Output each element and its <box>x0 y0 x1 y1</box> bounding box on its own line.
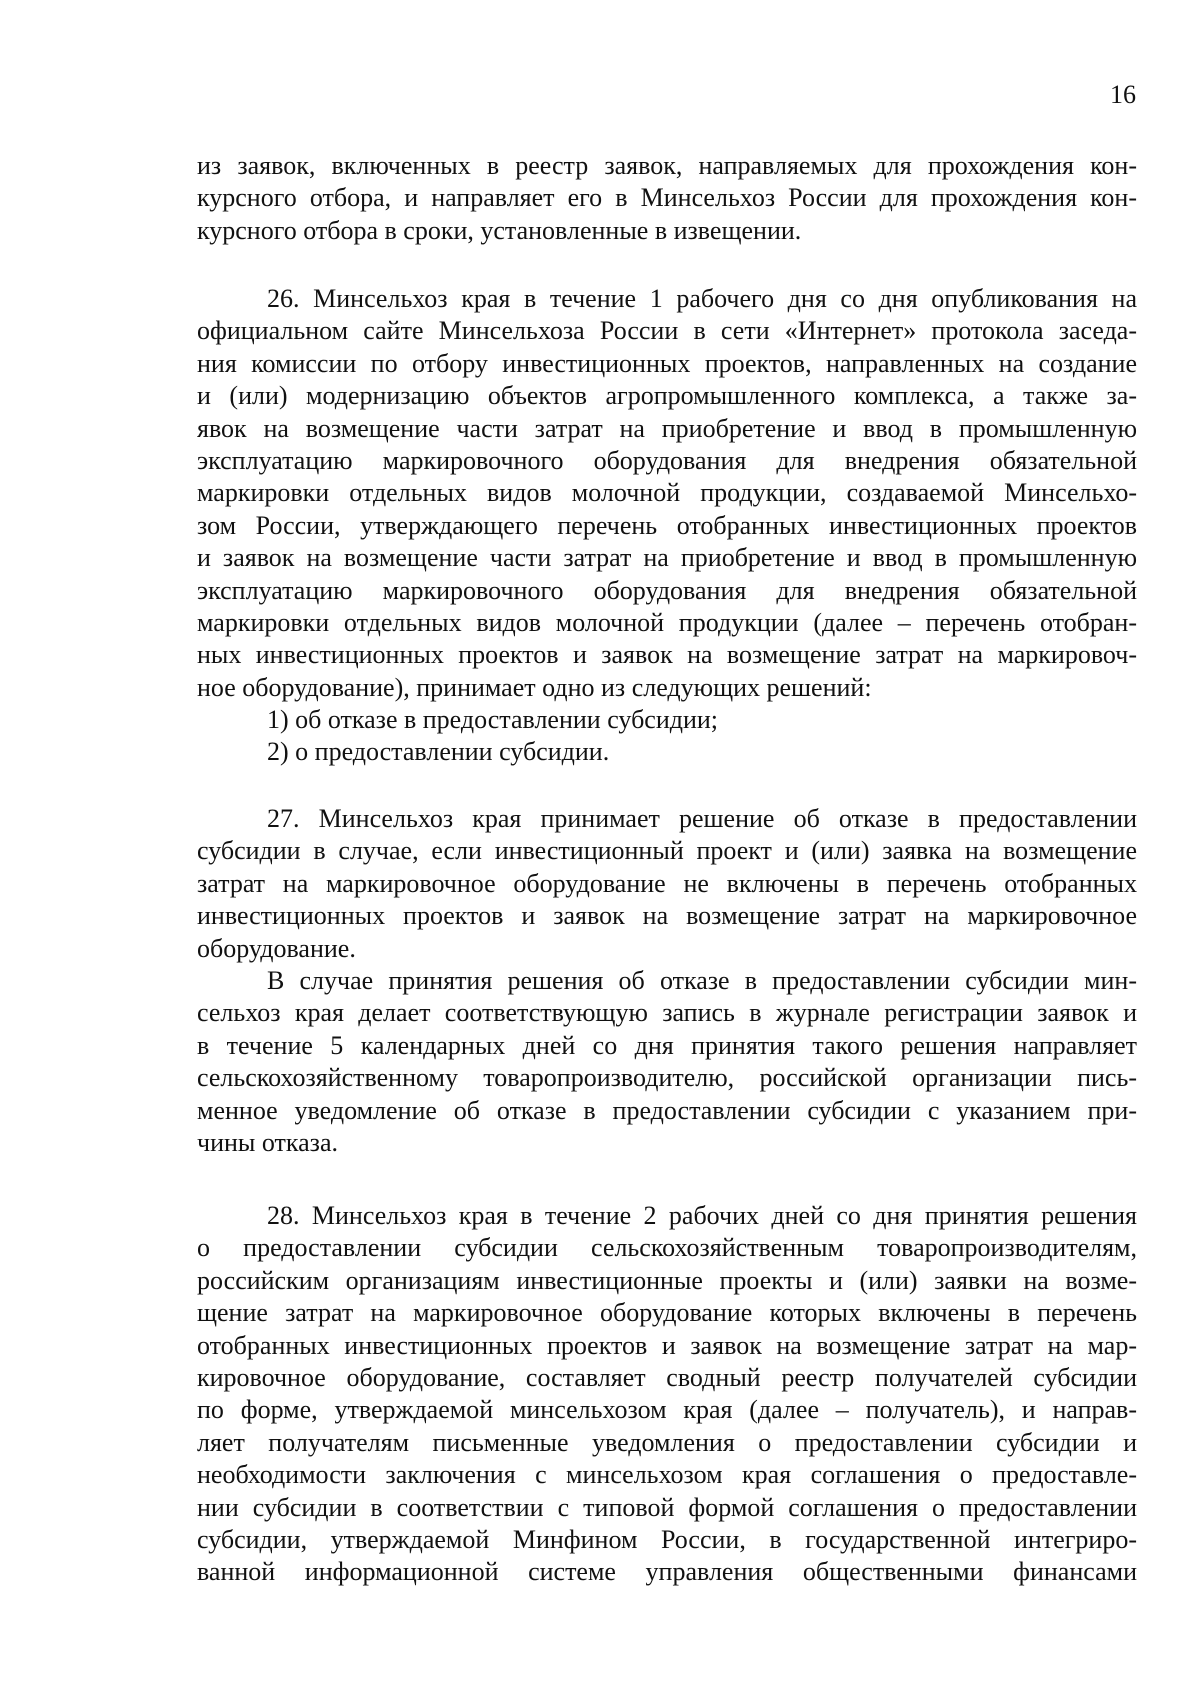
text-line: менное уведомление об отказе в предоставлении субсидии с указанием при- <box>197 1095 1137 1125</box>
text-line: ляет получателям письменные уведомления о предоставлении субсидии и <box>197 1427 1137 1457</box>
text-line: щение затрат на маркировочное оборудование которых включены в перечень <box>197 1298 1137 1328</box>
text-line: субсидии, утверждаемой Минфином России, в государственной интегриро- <box>197 1524 1137 1554</box>
paragraph-28 <box>197 1200 1137 1589</box>
text-line: кировочное оборудование, составляет сводный реестр получателей субсидии <box>197 1362 1137 1392</box>
text-line: 28. Минсельхоз края в течение 2 рабочих дней со дня принятия решения <box>267 1201 1137 1230</box>
text-line: В случае принятия решения об отказе в предоставлении субсидии мин- <box>267 965 1137 995</box>
paragraph-continuation <box>197 150 1137 247</box>
paragraph-26 <box>197 283 1137 769</box>
text-line: затрат на маркировочное оборудование не включены в перечень отобранных <box>197 868 1137 898</box>
text-line: маркировки отдельных видов молочной продукции, создаваемой Минсельхо- <box>197 478 1137 508</box>
text-line: официальном сайте Минсельхоза России в сети «Интернет» протокола заседа- <box>197 316 1137 346</box>
text-line: маркировки отдельных видов молочной продукции (далее – перечень отобран- <box>197 607 1137 637</box>
page-number: 16 <box>1110 80 1136 109</box>
text-line: курсного отбора, и направляет его в Минсельхоз России для прохождения кон- <box>197 183 1137 213</box>
text-line: эксплуатацию маркировочного оборудования для внедрения обязательной <box>197 445 1137 475</box>
text-line: отобранных инвестиционных проектов и заявок на возмещение затрат на мар- <box>197 1330 1137 1360</box>
text-line: 27. Минсельхоз края принимает решение об отказе в предоставлении <box>267 804 1137 833</box>
text-line: курсного отбора в сроки, установленные в извещении. <box>197 215 802 245</box>
text-line: в течение 5 календарных дней со дня принятия такого решения направляет <box>197 1030 1137 1060</box>
text-line: ванной информационной системе управления общественными финансами <box>197 1557 1137 1587</box>
text-line: явок на возмещение части затрат на приобретение и ввод в промышленную <box>197 413 1137 443</box>
text-line: оборудование. <box>197 933 356 963</box>
text-line: 26. Минсельхоз края в течение 1 рабочего дня со дня опубликования на <box>267 284 1137 313</box>
list-item: 1) об отказе в предоставлении субсидии; <box>267 705 719 735</box>
text-line: необходимости заключения с минсельхозом края соглашения о предоставле- <box>197 1460 1137 1490</box>
text-line: инвестиционных проектов и заявок на возмещение затрат на маркировочное <box>197 901 1137 931</box>
text-line: о предоставлении субсидии сельскохозяйственным товаропроизводителям, <box>197 1233 1137 1263</box>
text-line: и заявок на возмещение части затрат на приобретение и ввод в промышленную <box>197 543 1137 573</box>
text-line: ное оборудование), принимает одно из следующих решений: <box>197 672 872 702</box>
text-line: ных инвестиционных проектов и заявок на возмещение затрат на маркировоч- <box>197 640 1137 670</box>
text-line: сельхоз края делает соответствующую запись в журнале регистрации заявок и <box>197 998 1137 1028</box>
list-item: 2) о предоставлении субсидии. <box>267 737 610 767</box>
text-line: нии субсидии в соответствии с типовой формой соглашения о предоставлении <box>197 1492 1137 1522</box>
text-line: сельскохозяйственному товаропроизводителю, российской организации пись- <box>197 1063 1137 1093</box>
text-line: из заявок, включенных в реестр заявок, направляемых для прохождения кон- <box>197 151 1137 180</box>
text-line: чины отказа. <box>197 1127 338 1157</box>
text-line: субсидии в случае, если инвестиционный проект и (или) заявка на возмещение <box>197 836 1137 866</box>
text-line: по форме, утверждаемой минсельхозом края (далее – получатель), и направ- <box>197 1395 1137 1425</box>
text-line: эксплуатацию маркировочного оборудования для внедрения обязательной <box>197 575 1137 605</box>
text-line: ния комиссии по отбору инвестиционных проектов, направленных на создание <box>197 348 1137 378</box>
text-line: российским организациям инвестиционные проекты и (или) заявки на возме- <box>197 1265 1137 1295</box>
text-line: и (или) модернизацию объектов агропромышленного комплекса, а также за- <box>197 381 1137 411</box>
text-line: зом России, утверждающего перечень отобранных инвестиционных проектов <box>197 510 1137 540</box>
paragraph-27 <box>197 803 1137 1159</box>
